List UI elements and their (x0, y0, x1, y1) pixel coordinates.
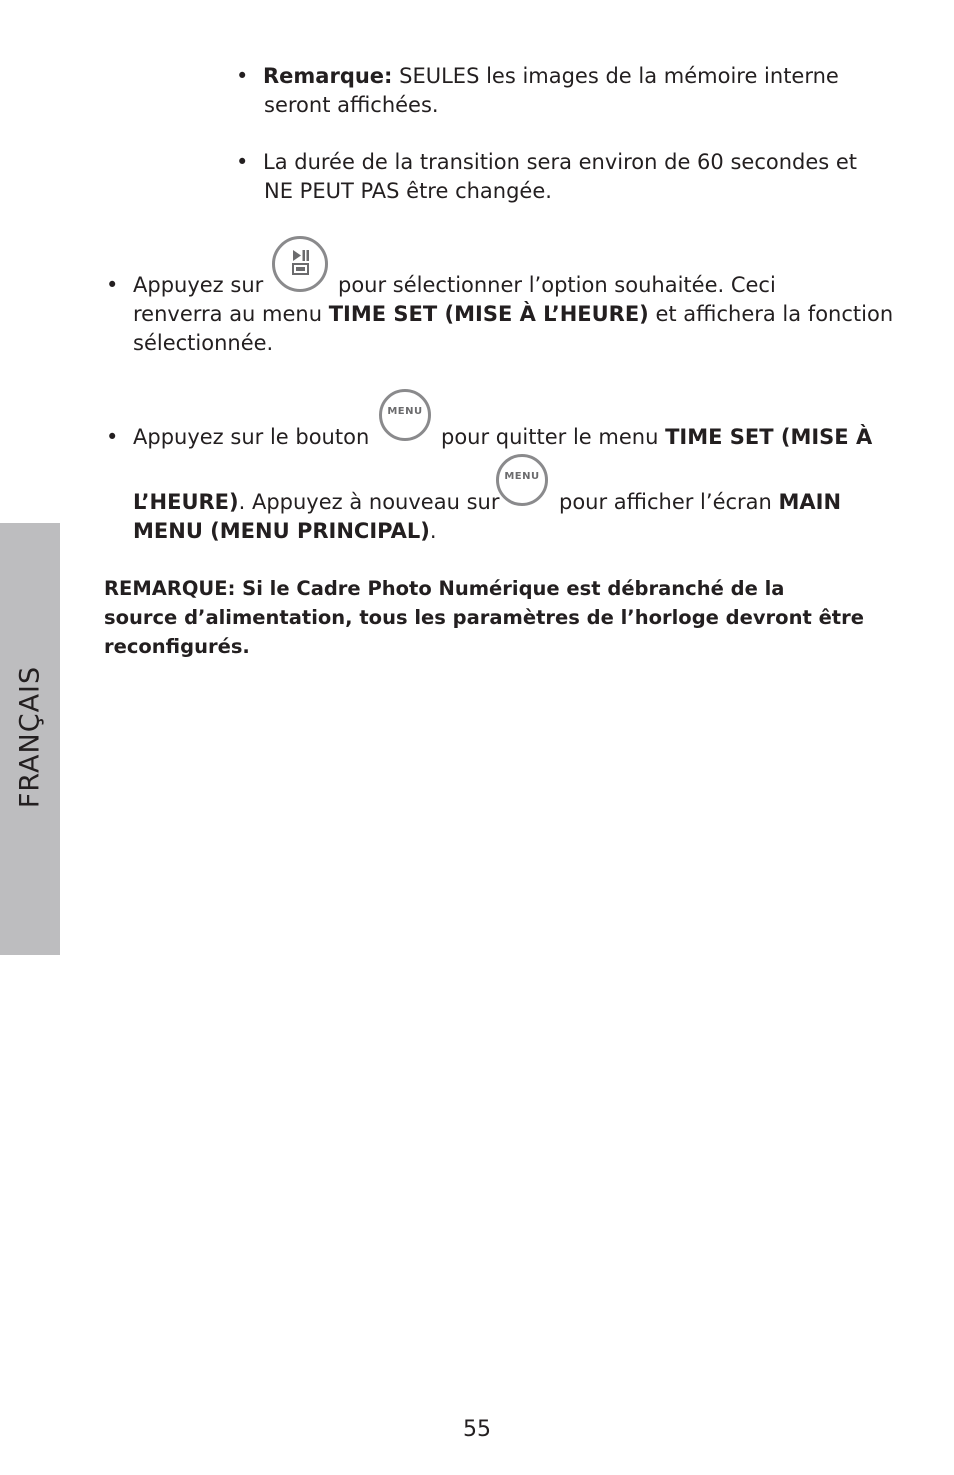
bullet-1-line-1 (263, 62, 839, 90)
menu-button-label: MENU (387, 406, 423, 417)
main-menu-name: MAIN (778, 490, 842, 514)
note-line-3: reconfigurés. (104, 635, 250, 658)
note-line-2: source d’alimentation, tous les paramètres de l’horloge devront être (104, 606, 864, 629)
bullet-marker: • (236, 64, 249, 88)
bullet-4-line-1b (441, 423, 872, 451)
bullet-marker: • (236, 150, 249, 174)
note-line-1: REMARQUE: Si le Cadre Photo Numérique est débranché de la (104, 577, 785, 600)
time-set-menu-name: TIME SET (MISE À L’HEURE) (328, 302, 649, 326)
bullet-3-line-3: sélectionnée. (133, 331, 274, 355)
page-number: 55 (463, 1417, 491, 1442)
bullet-4-line-2c (559, 488, 841, 516)
bullet-4-line-1a: Appuyez sur le bouton (133, 425, 370, 449)
menu-button-icon (496, 454, 548, 506)
bullet-4-text: . (429, 519, 437, 543)
menu-button-icon (379, 389, 431, 441)
time-set-menu-name-end: L’HEURE) (133, 490, 239, 514)
bullet-3-line-1a: Appuyez sur (133, 273, 264, 297)
bullet-4-line-3 (133, 517, 437, 545)
bullet-4-text: pour afficher l’écran (559, 490, 779, 514)
main-menu-name: MENU (MENU PRINCIPAL) (133, 519, 430, 543)
bullet-1-line-2: seront affichées. (264, 93, 439, 117)
bullet-3-line-2 (133, 300, 893, 328)
bullet-4-text: pour quitter le menu (441, 425, 666, 449)
menu-button-label: MENU (504, 471, 540, 482)
bullet-3-text: et affichera la fonction (648, 302, 894, 326)
play-pause-icon (275, 239, 325, 289)
bullet-4-line-2a (133, 488, 499, 516)
bullet-2-line-2: NE PEUT PAS être changée. (264, 179, 552, 203)
play-pause-button-icon (272, 236, 328, 292)
bullet-1-text: SEULES les images de la mémoire interne (392, 64, 839, 88)
bullet-4-text: . Appuyez à nouveau sur (238, 490, 500, 514)
bullet-marker: • (106, 425, 119, 449)
time-set-menu-name: TIME SET (MISE À (665, 425, 873, 449)
language-tab-label: FRANÇAIS (14, 665, 46, 809)
remark-label: Remarque: (263, 64, 393, 88)
bullet-marker: • (106, 273, 119, 297)
bullet-3-line-1b: pour sélectionner l’option souhaitée. Ceci (338, 273, 776, 297)
bullet-2-line-1: La durée de la transition sera environ de 60 secondes et (263, 150, 858, 174)
bullet-3-text: renverra au menu (133, 302, 329, 326)
